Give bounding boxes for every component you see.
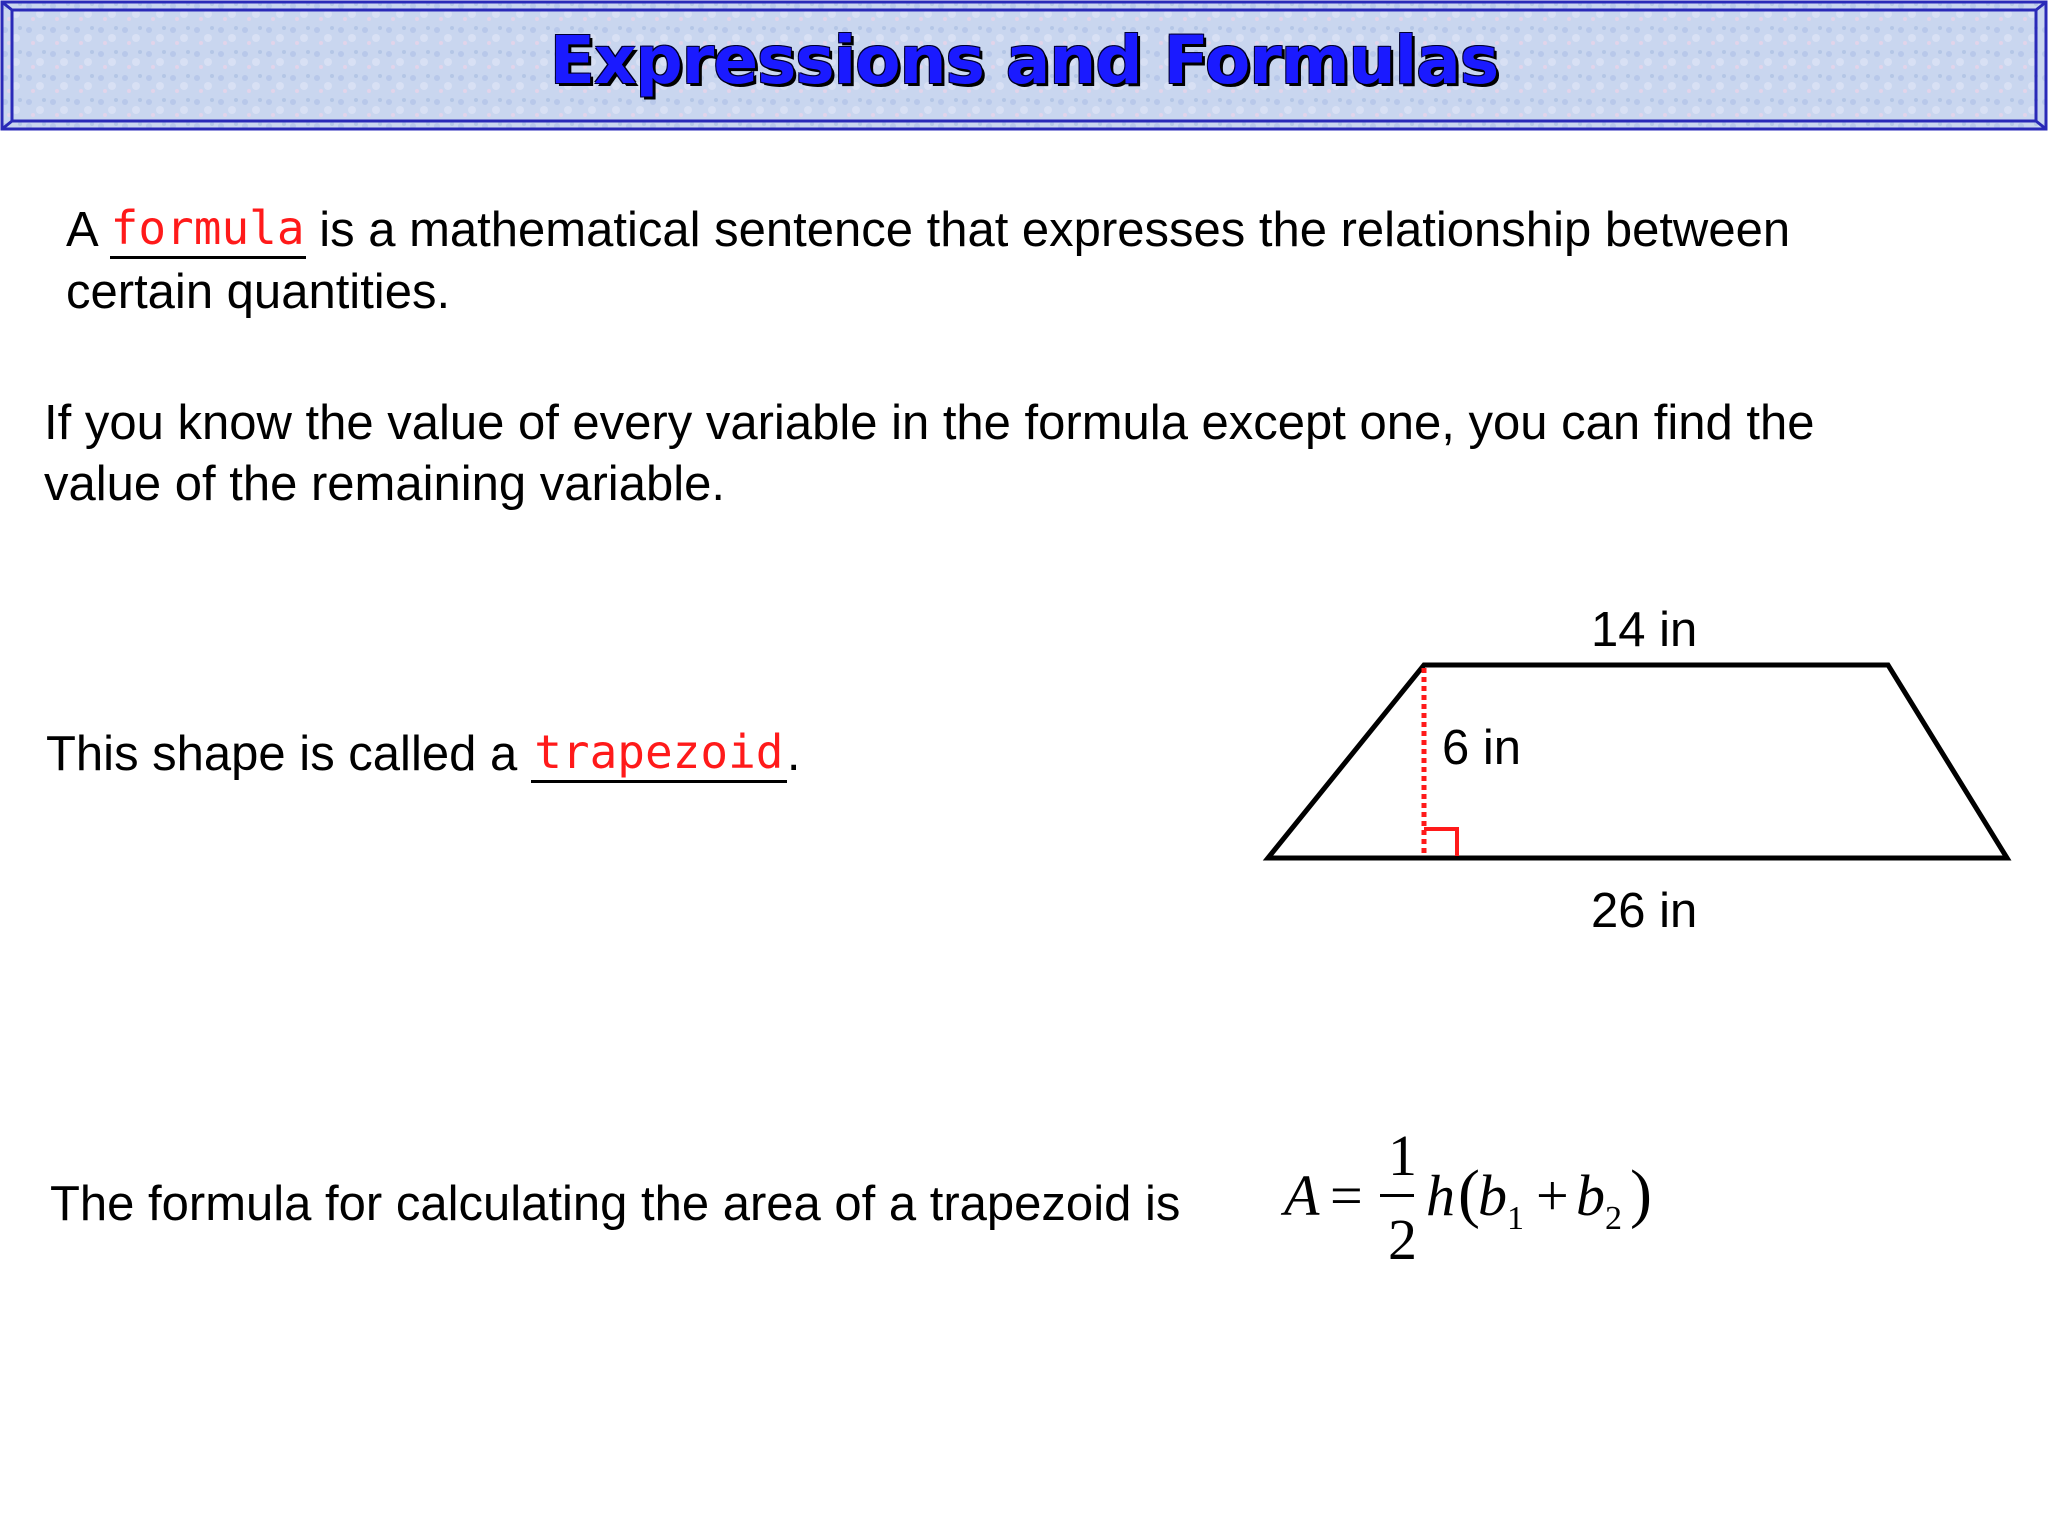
definition-prefix: A xyxy=(66,203,96,257)
formula-b2-letter: b xyxy=(1576,1163,1605,1228)
trapezoid-answer: trapezoid xyxy=(534,725,784,779)
bottom-base-label: 26 in xyxy=(1591,884,1698,938)
formula-sub2: 2 xyxy=(1605,1200,1622,1237)
formula-b2 xyxy=(1576,1162,1622,1237)
formula-answer: formula xyxy=(110,201,305,255)
formula-sentence: The formula for calculating the area of a trapezoid is xyxy=(50,1177,1181,1231)
formula-close-paren: ) xyxy=(1630,1157,1652,1230)
formula-b1-letter: b xyxy=(1478,1163,1507,1228)
formula-open-paren: ( xyxy=(1458,1157,1480,1230)
formula-sub1: 1 xyxy=(1507,1200,1524,1237)
formula-numerator: 1 xyxy=(1388,1123,1417,1188)
formula-plus: + xyxy=(1536,1163,1569,1228)
paragraph2-line-1: If you know the value of every variable in the formula except one, you can find the xyxy=(44,396,1815,450)
formula-lhs: A xyxy=(1284,1163,1320,1228)
definition-rest: is a mathematical sentence that expresses the relationship between xyxy=(319,203,1791,257)
top-base-label: 14 in xyxy=(1591,603,1698,657)
formula-h: h xyxy=(1426,1163,1455,1228)
formula-b1 xyxy=(1478,1162,1524,1237)
definition-line-2: certain quantities. xyxy=(66,265,451,319)
formula-equals: = xyxy=(1330,1163,1363,1228)
right-angle-marker xyxy=(1424,829,1457,856)
paragraph2-line-2: value of the remaining variable. xyxy=(44,457,725,511)
trapezoid-outline xyxy=(1268,665,2007,858)
shape-question-prefix: This shape is called a xyxy=(46,727,518,781)
shape-question-suffix: . xyxy=(786,727,801,781)
fraction-bar xyxy=(1380,1194,1414,1197)
formula-denominator: 2 xyxy=(1388,1207,1417,1272)
page-title: Expressions and Formulas xyxy=(549,22,1499,99)
height-label: 6 in xyxy=(1442,721,1522,775)
